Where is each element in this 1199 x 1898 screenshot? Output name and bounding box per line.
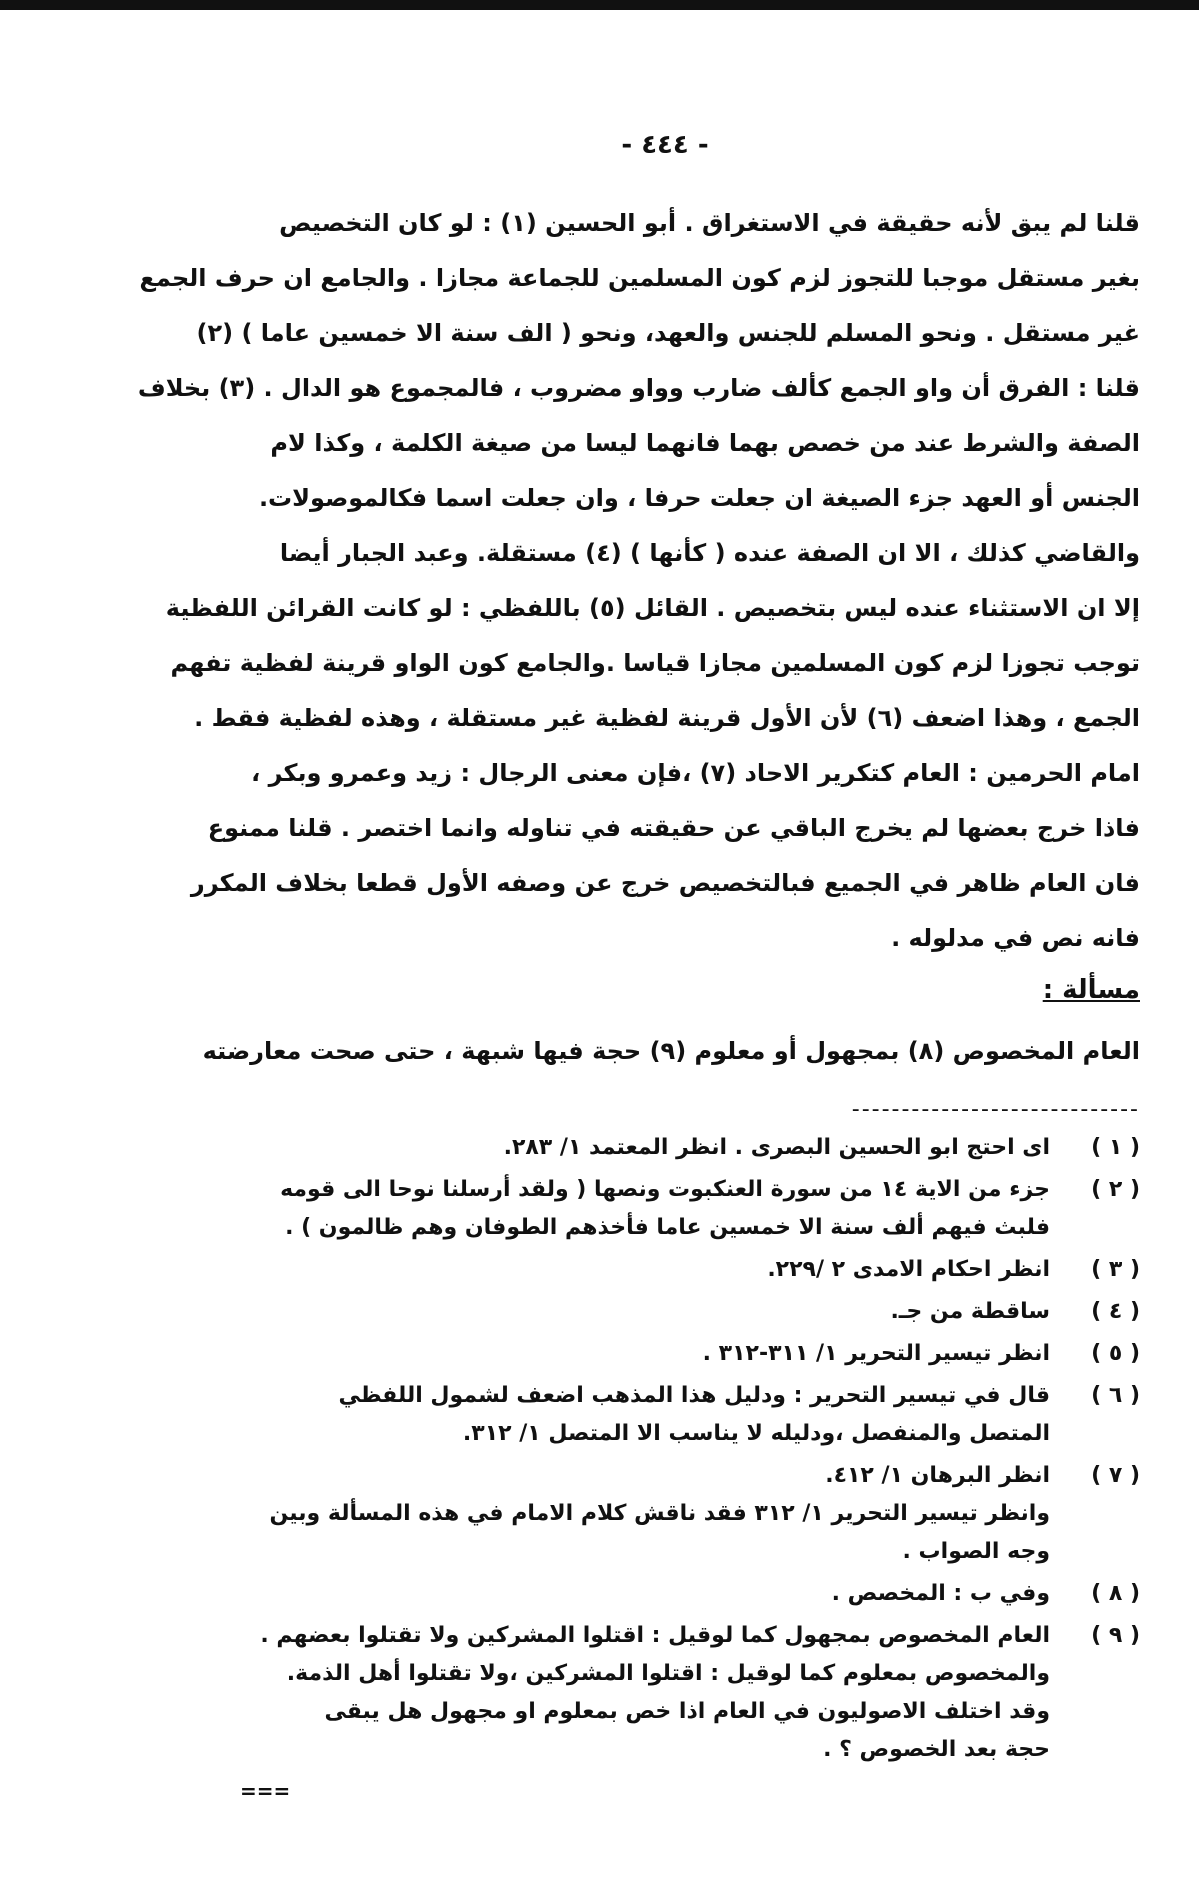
section-title: مسألة : bbox=[1042, 975, 1140, 1005]
footnote-line: اى احتج ابو الحسين البصرى . انظر المعتمد ١/ ٢٨٣. bbox=[503, 1135, 1050, 1160]
footnote-line: وقد اختلف الاصوليون في العام اذا خص بمعلوم او مجهول هل يبقى bbox=[324, 1699, 1050, 1724]
footnote-line: والمخصوص بمعلوم كما لوقيل : اقتلوا المشركين ،ولا تقتلوا أهل الذمة. bbox=[286, 1661, 1050, 1686]
footnote-line: وجه الصواب . bbox=[902, 1539, 1050, 1564]
footnote bbox=[190, 1293, 1140, 1331]
footnote-number: ( ٢ ) bbox=[1091, 1177, 1140, 1202]
footnote-number: ( ٧ ) bbox=[1091, 1463, 1140, 1488]
footnote-line: وانظر تيسير التحرير ١/ ٣١٢ فقد ناقش كلام الامام في هذه المسألة وبين bbox=[269, 1501, 1050, 1526]
body-line: توجب تجوزا لزم كون المسلمين مجازا قياسا .والجامع كون الواو قرينة لفظية تفهم bbox=[170, 649, 1140, 677]
footnote-text bbox=[190, 1335, 1050, 1373]
top-border bbox=[0, 0, 1199, 10]
footnote-number: ( ٩ ) bbox=[1091, 1623, 1140, 1648]
footnote-text bbox=[190, 1171, 1050, 1247]
body-line: غير مستقل . ونحو المسلم للجنس والعهد، ونحو ( الف سنة الا خمسين عاما ) (٢) bbox=[196, 319, 1140, 347]
footnote bbox=[190, 1335, 1140, 1373]
body-line: إلا ان الاستثناء عنده ليس بتخصيص . القائل (٥) باللفظي : لو كانت القرائن اللفظية bbox=[165, 594, 1140, 622]
end-mark: === bbox=[240, 1779, 291, 1803]
main-text bbox=[137, 196, 1140, 966]
footnote bbox=[190, 1377, 1140, 1453]
footnote-text bbox=[190, 1617, 1050, 1769]
footnotes bbox=[190, 1129, 1140, 1769]
footnote-line: المتصل والمنفصل ،ودليله لا يناسب الا المتصل ١/ ٣١٢. bbox=[462, 1421, 1050, 1446]
document-page bbox=[137, 130, 1140, 1803]
footnote-line: انظر البرهان ١/ ٤١٢. bbox=[825, 1463, 1050, 1488]
footnote-line: فلبث فيهم ألف سنة الا خمسين عاما فأخذهم الطوفان وهم ظالمون ) . bbox=[285, 1215, 1050, 1240]
body-line: قلنا لم يبق لأنه حقيقة في الاستغراق . أبو الحسين (١) : لو كان التخصيص bbox=[279, 209, 1140, 237]
footnote-line: العام المخصوص بمجهول كما لوقيل : اقتلوا المشركين ولا تقتلوا بعضهم . bbox=[260, 1623, 1050, 1648]
footnote-line: حجة بعد الخصوص ؟ . bbox=[823, 1737, 1050, 1762]
body-line: امام الحرمين : العام كتكرير الاحاد (٧) ،فإن معنى الرجال : زيد وعمرو وبكر ، bbox=[251, 759, 1140, 787]
footnote-number: ( ٤ ) bbox=[1091, 1299, 1140, 1324]
footnote-divider: ----------------------------- bbox=[851, 1097, 1140, 1122]
footnote-number: ( ١ ) bbox=[1091, 1135, 1140, 1160]
body-line: فاذا خرج بعضها لم يخرج الباقي عن حقيقته في تناوله وانما اختصر . قلنا ممنوع bbox=[207, 814, 1140, 842]
body-line: الجنس أو العهد جزء الصيغة ان جعلت حرفا ، وان جعلت اسما فكالموصولات. bbox=[258, 484, 1140, 512]
footnote-line: وفي ب : المخصص . bbox=[831, 1581, 1050, 1606]
body-line: والقاضي كذلك ، الا ان الصفة عنده ( كأنها ) (٤) مستقلة. وعبد الجبار أيضا bbox=[279, 539, 1140, 567]
section-line: العام المخصوص (٨) بمجهول أو معلوم (٩) حجة فيها شبهة ، حتى صحت معارضته bbox=[202, 1037, 1140, 1065]
footnote-line: قال في تيسير التحرير : ودليل هذا المذهب اضعف لشمول اللفظي bbox=[338, 1383, 1050, 1408]
body-line: الجمع ، وهذا اضعف (٦) لأن الأول قرينة لفظية غير مستقلة ، وهذه لفظية فقط . bbox=[194, 704, 1140, 732]
footnote bbox=[190, 1171, 1140, 1247]
footnote-text bbox=[190, 1129, 1050, 1167]
footnote bbox=[190, 1617, 1140, 1769]
footnote-line: جزء من الاية ١٤ من سورة العنكبوت ونصها ( ولقد أرسلنا نوحا الى قومه bbox=[280, 1177, 1050, 1202]
footnote-number: ( ٣ ) bbox=[1091, 1257, 1140, 1282]
footnote-text bbox=[190, 1377, 1050, 1453]
body-line: فان العام ظاهر في الجميع فبالتخصيص خرج عن وصفه الأول قطعا بخلاف المكرر bbox=[190, 869, 1140, 897]
footnote bbox=[190, 1575, 1140, 1613]
footnote bbox=[190, 1457, 1140, 1571]
footnote-number: ( ٦ ) bbox=[1091, 1383, 1140, 1408]
footnote-text bbox=[190, 1293, 1050, 1331]
footnote-number: ( ٥ ) bbox=[1091, 1341, 1140, 1366]
footnote-line: انظر تيسير التحرير ١/ ٣١١-٣١٢ . bbox=[702, 1341, 1050, 1366]
footnote-number: ( ٨ ) bbox=[1091, 1581, 1140, 1606]
body-line: فانه نص في مدلوله . bbox=[891, 924, 1140, 952]
footnote-text bbox=[190, 1251, 1050, 1289]
footnote-line: ساقطة من جـ. bbox=[890, 1299, 1050, 1324]
page-number: - ٤٤٤ - bbox=[621, 130, 709, 160]
footnote-line: انظر احكام الامدى ٢ /٢٢٩. bbox=[767, 1257, 1050, 1282]
body-line: الصفة والشرط عند من خصص بهما فانهما ليسا من صيغة الكلمة ، وكذا لام bbox=[270, 429, 1140, 457]
body-line: بغير مستقل موجبا للتجوز لزم كون المسلمين للجماعة مجازا . والجامع ان حرف الجمع bbox=[139, 264, 1140, 292]
footnote-text bbox=[190, 1575, 1050, 1613]
footnote bbox=[190, 1129, 1140, 1167]
body-line: قلنا : الفرق أن واو الجمع كألف ضارب وواو مضروب ، فالمجموع هو الدال . (٣) بخلاف bbox=[137, 374, 1140, 402]
footnote-text bbox=[190, 1457, 1050, 1571]
footnote bbox=[190, 1251, 1140, 1289]
